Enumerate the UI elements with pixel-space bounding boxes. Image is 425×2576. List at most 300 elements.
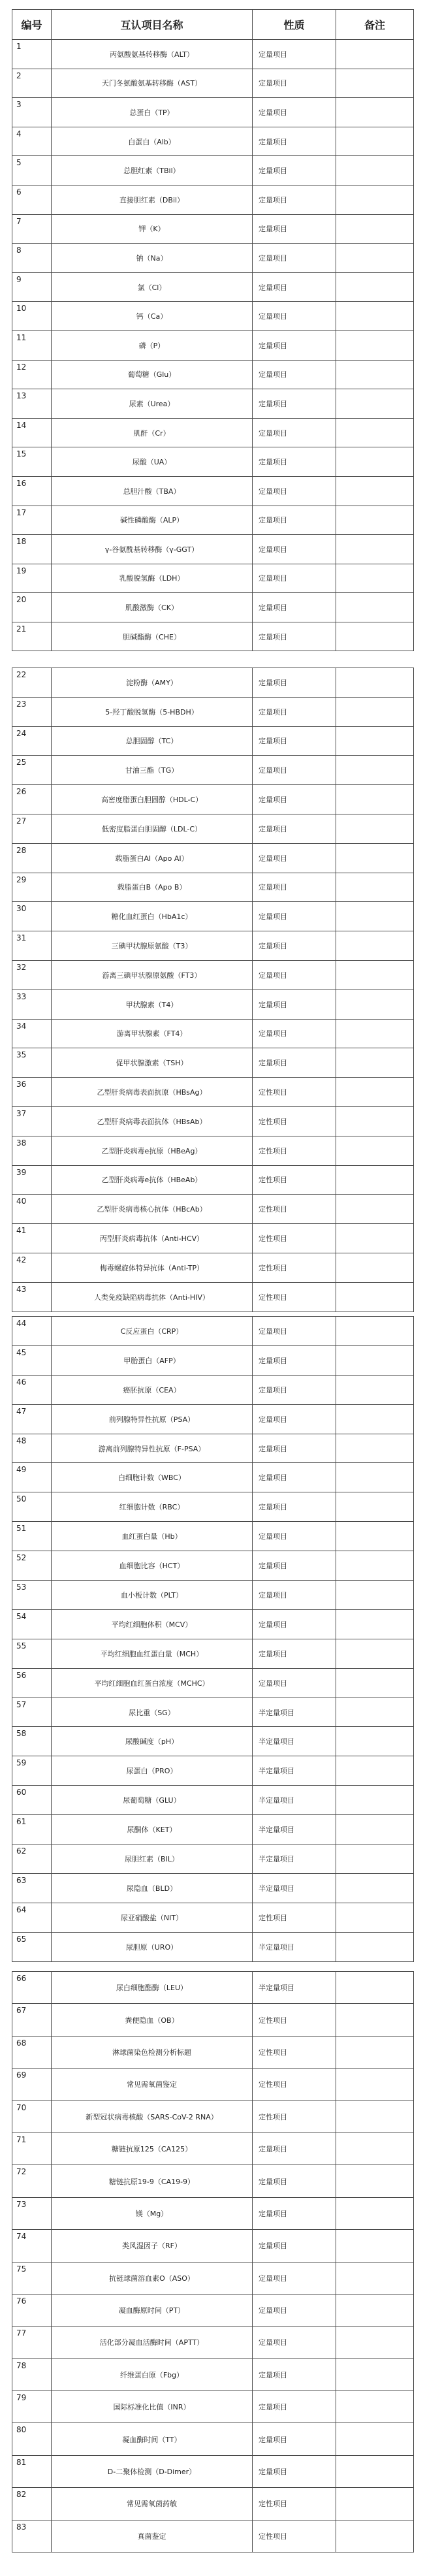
row-item-name: 常见需氧菌鉴定 bbox=[52, 2069, 253, 2101]
row-number: 76 bbox=[12, 2294, 52, 2326]
row-nature: 定性项目 bbox=[253, 1136, 336, 1165]
row-remark bbox=[336, 360, 414, 389]
row-nature: 定量项目 bbox=[253, 418, 336, 447]
row-item-name: 磷（P） bbox=[52, 330, 253, 360]
row-remark bbox=[336, 814, 414, 843]
row-item-name: 乙型肝炎病毒e抗原（HBeAg） bbox=[52, 1136, 253, 1165]
row-nature: 半定量项目 bbox=[253, 1932, 336, 1961]
table-row bbox=[12, 2262, 414, 2294]
row-item-name: 甲胎蛋白（AFP） bbox=[52, 1345, 253, 1375]
table-row bbox=[12, 843, 414, 873]
row-number: 19 bbox=[12, 564, 52, 593]
row-remark bbox=[336, 2069, 414, 2101]
row-nature: 定量项目 bbox=[253, 2423, 336, 2455]
row-item-name: 尿白细胞酯酶（LEU） bbox=[52, 1972, 253, 2004]
row-nature: 定量项目 bbox=[253, 873, 336, 902]
row-number: 3 bbox=[12, 98, 52, 127]
row-nature: 定量项目 bbox=[253, 2326, 336, 2359]
row-remark bbox=[336, 2165, 414, 2197]
table-row bbox=[12, 668, 414, 698]
row-item-name: 总胆汁酸（TBA） bbox=[52, 476, 253, 506]
row-number: 18 bbox=[12, 535, 52, 564]
row-number: 24 bbox=[12, 726, 52, 756]
row-nature: 定量项目 bbox=[253, 2197, 336, 2229]
nature-header: 性质 bbox=[253, 10, 336, 40]
item-name-header: 互认项目名称 bbox=[52, 10, 253, 40]
row-number: 32 bbox=[12, 960, 52, 990]
row-remark bbox=[336, 476, 414, 506]
row-remark bbox=[336, 1844, 414, 1874]
table-row bbox=[12, 535, 414, 564]
row-number: 39 bbox=[12, 1165, 52, 1195]
row-remark bbox=[336, 1106, 414, 1136]
row-number: 31 bbox=[12, 931, 52, 961]
row-number: 37 bbox=[12, 1106, 52, 1136]
row-remark bbox=[336, 2262, 414, 2294]
row-item-name: γ-谷氨酰基转移酶（γ-GGT） bbox=[52, 535, 253, 564]
table-row bbox=[12, 1165, 414, 1195]
row-number: 64 bbox=[12, 1903, 52, 1932]
table-row bbox=[12, 697, 414, 726]
row-nature: 定量项目 bbox=[253, 1404, 336, 1434]
table-row bbox=[12, 726, 414, 756]
row-item-name: 类风湿因子（RF） bbox=[52, 2230, 253, 2262]
table-row bbox=[12, 2230, 414, 2262]
row-remark bbox=[336, 931, 414, 961]
row-nature: 定量项目 bbox=[253, 1551, 336, 1581]
row-item-name: C反应蛋白（CRP） bbox=[52, 1317, 253, 1346]
table-row bbox=[12, 2036, 414, 2068]
row-number: 60 bbox=[12, 1786, 52, 1815]
row-remark bbox=[336, 1463, 414, 1492]
row-remark bbox=[336, 756, 414, 785]
row-remark bbox=[336, 2036, 414, 2068]
row-nature: 定量项目 bbox=[253, 564, 336, 593]
row-remark bbox=[336, 156, 414, 185]
table-row bbox=[12, 1019, 414, 1048]
table-row bbox=[12, 1282, 414, 1312]
row-nature: 定性项目 bbox=[253, 1282, 336, 1312]
row-nature: 定性项目 bbox=[253, 2004, 336, 2036]
table-row bbox=[12, 1972, 414, 2004]
table-row bbox=[12, 2359, 414, 2391]
row-remark bbox=[336, 1317, 414, 1346]
table-row bbox=[12, 214, 414, 244]
row-item-name: 肌酸激酶（CK） bbox=[52, 593, 253, 622]
row-item-name: 胆碱酯酶（CHE） bbox=[52, 622, 253, 651]
row-remark bbox=[336, 535, 414, 564]
row-nature: 定量项目 bbox=[253, 960, 336, 990]
row-number: 10 bbox=[12, 302, 52, 331]
items-table-section-3 bbox=[12, 1316, 414, 1962]
row-nature: 定量项目 bbox=[253, 447, 336, 477]
row-remark bbox=[336, 1873, 414, 1903]
row-nature: 定量项目 bbox=[253, 2133, 336, 2165]
row-number: 51 bbox=[12, 1522, 52, 1551]
table-row bbox=[12, 1581, 414, 1610]
row-nature: 定量项目 bbox=[253, 1492, 336, 1522]
row-nature: 定性项目 bbox=[253, 2069, 336, 2101]
row-item-name: 游离三碘甲状腺原氨酸（FT3） bbox=[52, 960, 253, 990]
row-nature: 定性项目 bbox=[253, 1903, 336, 1932]
row-item-name: 总胆固醇（TC） bbox=[52, 726, 253, 756]
table-row bbox=[12, 127, 414, 156]
row-remark bbox=[336, 1668, 414, 1698]
row-remark bbox=[336, 2230, 414, 2262]
row-item-name: 乳酸脱氢酶（LDH） bbox=[52, 564, 253, 593]
row-item-name: 粪便隐血（OB） bbox=[52, 2004, 253, 2036]
row-item-name: 氯（Cl） bbox=[52, 272, 253, 302]
table-row bbox=[12, 2326, 414, 2359]
row-item-name: 甲状腺素（T4） bbox=[52, 990, 253, 1019]
row-number: 71 bbox=[12, 2133, 52, 2165]
row-number: 43 bbox=[12, 1282, 52, 1312]
row-nature: 定量项目 bbox=[253, 990, 336, 1019]
row-number: 42 bbox=[12, 1253, 52, 1282]
row-remark bbox=[336, 2455, 414, 2487]
table-row bbox=[12, 1048, 414, 1078]
row-item-name: 总胆红素（TBil） bbox=[52, 156, 253, 185]
row-nature: 定量项目 bbox=[253, 360, 336, 389]
row-item-name: 血小板计数（PLT） bbox=[52, 1581, 253, 1610]
row-nature: 定性项目 bbox=[253, 1106, 336, 1136]
table-row bbox=[12, 1932, 414, 1961]
row-item-name: 抗链球菌溶血素O（ASO） bbox=[52, 2262, 253, 2294]
row-nature: 定量项目 bbox=[253, 535, 336, 564]
row-item-name: 总蛋白（TP） bbox=[52, 98, 253, 127]
row-remark bbox=[336, 1019, 414, 1048]
table-row bbox=[12, 330, 414, 360]
row-nature: 半定量项目 bbox=[253, 1698, 336, 1727]
table-row bbox=[12, 244, 414, 273]
row-number: 16 bbox=[12, 476, 52, 506]
remark-header: 备注 bbox=[336, 10, 414, 40]
row-item-name: 尿蛋白（PRO） bbox=[52, 1756, 253, 1786]
table-row bbox=[12, 1492, 414, 1522]
row-item-name: 钾（K） bbox=[52, 214, 253, 244]
row-number: 2 bbox=[12, 69, 52, 98]
row-remark bbox=[336, 1756, 414, 1786]
row-remark bbox=[336, 1282, 414, 1312]
row-item-name: 乙型肝炎病毒e抗体（HBeAb） bbox=[52, 1165, 253, 1195]
row-item-name: 直接胆红素（DBil） bbox=[52, 185, 253, 214]
row-nature: 定量项目 bbox=[253, 814, 336, 843]
row-item-name: 常见需氧菌药敏 bbox=[52, 2488, 253, 2520]
row-number: 83 bbox=[12, 2520, 52, 2552]
row-number: 57 bbox=[12, 1698, 52, 1727]
row-remark bbox=[336, 726, 414, 756]
row-nature: 定量项目 bbox=[253, 1345, 336, 1375]
table-row bbox=[12, 1224, 414, 1253]
table-row bbox=[12, 960, 414, 990]
row-number: 17 bbox=[12, 506, 52, 535]
row-nature: 定量项目 bbox=[253, 2165, 336, 2197]
row-item-name: 尿亚硝酸盐（NIT） bbox=[52, 1903, 253, 1932]
table-row bbox=[12, 2455, 414, 2487]
row-number: 26 bbox=[12, 785, 52, 814]
row-remark bbox=[336, 1195, 414, 1224]
row-remark bbox=[336, 593, 414, 622]
row-nature: 定量项目 bbox=[253, 1609, 336, 1639]
table-row bbox=[12, 156, 414, 185]
row-number: 20 bbox=[12, 593, 52, 622]
table-row bbox=[12, 98, 414, 127]
table-row bbox=[12, 2423, 414, 2455]
row-number: 65 bbox=[12, 1932, 52, 1961]
row-remark bbox=[336, 1727, 414, 1756]
row-nature: 定量项目 bbox=[253, 697, 336, 726]
row-number: 6 bbox=[12, 185, 52, 214]
row-item-name: 乙型肝炎病毒表面抗原（HBsAg） bbox=[52, 1078, 253, 1107]
row-number: 54 bbox=[12, 1609, 52, 1639]
row-item-name: 尿酸碱度（pH） bbox=[52, 1727, 253, 1756]
row-nature: 定量项目 bbox=[253, 622, 336, 651]
table-row bbox=[12, 622, 414, 651]
row-nature: 半定量项目 bbox=[253, 1844, 336, 1874]
row-nature: 半定量项目 bbox=[253, 1873, 336, 1903]
row-remark bbox=[336, 2488, 414, 2520]
row-remark bbox=[336, 1404, 414, 1434]
row-item-name: 新型冠状病毒核酸（SARS-CoV-2 RNA） bbox=[52, 2101, 253, 2133]
row-remark bbox=[336, 1698, 414, 1727]
row-remark bbox=[336, 244, 414, 273]
table-row bbox=[12, 2197, 414, 2229]
row-item-name: 血红蛋白量（Hb） bbox=[52, 1522, 253, 1551]
row-number: 15 bbox=[12, 447, 52, 477]
row-remark bbox=[336, 2294, 414, 2326]
row-remark bbox=[336, 447, 414, 477]
row-nature: 定量项目 bbox=[253, 2455, 336, 2487]
row-item-name: 尿比重（SG） bbox=[52, 1698, 253, 1727]
row-item-name: 三碘甲状腺原氨酸（T3） bbox=[52, 931, 253, 961]
row-remark bbox=[336, 69, 414, 98]
row-remark bbox=[336, 1165, 414, 1195]
row-item-name: 钠（Na） bbox=[52, 244, 253, 273]
row-remark bbox=[336, 2197, 414, 2229]
table-row bbox=[12, 1345, 414, 1375]
row-item-name: 尿素（Urea） bbox=[52, 389, 253, 419]
row-number: 27 bbox=[12, 814, 52, 843]
table-row bbox=[12, 389, 414, 419]
row-number: 12 bbox=[12, 360, 52, 389]
row-remark bbox=[336, 1078, 414, 1107]
row-item-name: 尿酮体（KET） bbox=[52, 1815, 253, 1844]
row-nature: 定量项目 bbox=[253, 389, 336, 419]
row-remark bbox=[336, 1345, 414, 1375]
row-number: 28 bbox=[12, 843, 52, 873]
row-number: 30 bbox=[12, 902, 52, 931]
row-item-name: 丙型肝炎病毒抗体（Anti-HCV） bbox=[52, 1224, 253, 1253]
row-number: 49 bbox=[12, 1463, 52, 1492]
table-row bbox=[12, 1522, 414, 1551]
table-row bbox=[12, 1815, 414, 1844]
row-number: 55 bbox=[12, 1639, 52, 1668]
table-row bbox=[12, 756, 414, 785]
table-row bbox=[12, 1639, 414, 1668]
table-row bbox=[12, 506, 414, 535]
table-row bbox=[12, 2101, 414, 2133]
table-row bbox=[12, 447, 414, 477]
row-number: 33 bbox=[12, 990, 52, 1019]
row-nature: 定量项目 bbox=[253, 902, 336, 931]
row-remark bbox=[336, 990, 414, 1019]
table-row bbox=[12, 931, 414, 961]
row-remark bbox=[336, 2423, 414, 2455]
row-item-name: 甘油三酯（TG） bbox=[52, 756, 253, 785]
row-remark bbox=[336, 389, 414, 419]
table-row bbox=[12, 360, 414, 389]
items-table-section-2 bbox=[12, 668, 414, 1312]
row-nature: 定性项目 bbox=[253, 2520, 336, 2552]
row-item-name: 高密度脂蛋白胆固醇（HDL-C） bbox=[52, 785, 253, 814]
row-remark bbox=[336, 1786, 414, 1815]
table-row bbox=[12, 1727, 414, 1756]
row-number: 36 bbox=[12, 1078, 52, 1107]
row-item-name: 凝血酶原时间（PT） bbox=[52, 2294, 253, 2326]
row-item-name: 钙（Ca） bbox=[52, 302, 253, 331]
row-number: 80 bbox=[12, 2423, 52, 2455]
row-item-name: 凝血酶时间（TT） bbox=[52, 2423, 253, 2455]
row-remark bbox=[336, 302, 414, 331]
row-nature: 半定量项目 bbox=[253, 1786, 336, 1815]
table-row bbox=[12, 1253, 414, 1282]
row-number: 72 bbox=[12, 2165, 52, 2197]
row-number: 70 bbox=[12, 2101, 52, 2133]
row-nature: 半定量项目 bbox=[253, 1756, 336, 1786]
row-item-name: 白蛋白（Alb） bbox=[52, 127, 253, 156]
row-nature: 定量项目 bbox=[253, 302, 336, 331]
table-row bbox=[12, 1317, 414, 1346]
row-remark bbox=[336, 272, 414, 302]
table-row bbox=[12, 418, 414, 447]
row-remark bbox=[336, 418, 414, 447]
row-number: 38 bbox=[12, 1136, 52, 1165]
row-item-name: 尿胆红素（BIL） bbox=[52, 1844, 253, 1874]
row-nature: 定性项目 bbox=[253, 1224, 336, 1253]
row-nature: 定量项目 bbox=[253, 593, 336, 622]
row-item-name: 尿胆原（URO） bbox=[52, 1932, 253, 1961]
row-nature: 定量项目 bbox=[253, 1317, 336, 1346]
table-row bbox=[12, 1756, 414, 1786]
row-remark bbox=[336, 127, 414, 156]
row-number: 5 bbox=[12, 156, 52, 185]
row-remark bbox=[336, 330, 414, 360]
row-nature: 定量项目 bbox=[253, 40, 336, 69]
table-row bbox=[12, 564, 414, 593]
row-nature: 定量项目 bbox=[253, 843, 336, 873]
items-table-section-1 bbox=[12, 9, 414, 651]
row-number: 77 bbox=[12, 2326, 52, 2359]
row-nature: 定性项目 bbox=[253, 2101, 336, 2133]
row-nature: 定量项目 bbox=[253, 127, 336, 156]
table-row bbox=[12, 2391, 414, 2423]
row-nature: 定量项目 bbox=[253, 1048, 336, 1078]
row-nature: 半定量项目 bbox=[253, 1815, 336, 1844]
table-row bbox=[12, 40, 414, 69]
row-number: 40 bbox=[12, 1195, 52, 1224]
table-row bbox=[12, 1434, 414, 1463]
table-row bbox=[12, 476, 414, 506]
row-nature: 定量项目 bbox=[253, 98, 336, 127]
row-nature: 定量项目 bbox=[253, 2294, 336, 2326]
row-nature: 定量项目 bbox=[253, 1668, 336, 1698]
row-remark bbox=[336, 1375, 414, 1404]
row-item-name: 镁（Mg） bbox=[52, 2197, 253, 2229]
table-row bbox=[12, 2133, 414, 2165]
row-remark bbox=[336, 2391, 414, 2423]
table-row bbox=[12, 902, 414, 931]
row-number: 7 bbox=[12, 214, 52, 244]
row-item-name: 糖化血红蛋白（HbA1c） bbox=[52, 902, 253, 931]
row-nature: 定量项目 bbox=[253, 668, 336, 698]
table-row bbox=[12, 2004, 414, 2036]
row-nature: 定量项目 bbox=[253, 756, 336, 785]
row-number: 52 bbox=[12, 1551, 52, 1581]
table-row bbox=[12, 1844, 414, 1874]
table-row bbox=[12, 814, 414, 843]
row-number: 44 bbox=[12, 1317, 52, 1346]
row-remark bbox=[336, 2326, 414, 2359]
row-item-name: 糖链抗原125（CA125） bbox=[52, 2133, 253, 2165]
row-nature: 定量项目 bbox=[253, 214, 336, 244]
row-nature: 定量项目 bbox=[253, 931, 336, 961]
row-item-name: 葡萄糖（Glu） bbox=[52, 360, 253, 389]
row-remark bbox=[336, 960, 414, 990]
row-number: 8 bbox=[12, 244, 52, 273]
table-row bbox=[12, 2488, 414, 2520]
row-number: 68 bbox=[12, 2036, 52, 2068]
row-remark bbox=[336, 1932, 414, 1961]
row-nature: 定量项目 bbox=[253, 2230, 336, 2262]
table-row bbox=[12, 785, 414, 814]
row-nature: 半定量项目 bbox=[253, 1727, 336, 1756]
row-number: 78 bbox=[12, 2359, 52, 2391]
row-remark bbox=[336, 1253, 414, 1282]
row-remark bbox=[336, 2004, 414, 2036]
row-number: 75 bbox=[12, 2262, 52, 2294]
row-remark bbox=[336, 785, 414, 814]
row-number: 34 bbox=[12, 1019, 52, 1048]
row-nature: 定性项目 bbox=[253, 2036, 336, 2068]
row-number: 67 bbox=[12, 2004, 52, 2036]
row-item-name: 碱性磷酸酶（ALP） bbox=[52, 506, 253, 535]
row-nature: 定量项目 bbox=[253, 726, 336, 756]
row-remark bbox=[336, 2133, 414, 2165]
row-item-name: 尿酸（UA） bbox=[52, 447, 253, 477]
row-remark bbox=[336, 1492, 414, 1522]
row-remark bbox=[336, 564, 414, 593]
row-nature: 定性项目 bbox=[253, 1253, 336, 1282]
row-nature: 定性项目 bbox=[253, 1165, 336, 1195]
table-row bbox=[12, 990, 414, 1019]
row-nature: 定量项目 bbox=[253, 506, 336, 535]
table-row bbox=[12, 1106, 414, 1136]
row-number: 61 bbox=[12, 1815, 52, 1844]
row-item-name: 载脂蛋白B（Apo B） bbox=[52, 873, 253, 902]
row-nature: 半定量项目 bbox=[253, 1972, 336, 2004]
row-nature: 定量项目 bbox=[253, 2391, 336, 2423]
table-row bbox=[12, 302, 414, 331]
row-item-name: 前列腺特异性抗原（PSA） bbox=[52, 1404, 253, 1434]
row-remark bbox=[336, 40, 414, 69]
row-nature: 定性项目 bbox=[253, 2488, 336, 2520]
row-item-name: 游离甲状腺素（FT4） bbox=[52, 1019, 253, 1048]
row-item-name: 红细胞计数（RBC） bbox=[52, 1492, 253, 1522]
row-number: 48 bbox=[12, 1434, 52, 1463]
row-nature: 定量项目 bbox=[253, 2262, 336, 2294]
row-nature: 定量项目 bbox=[253, 1522, 336, 1551]
row-remark bbox=[336, 1522, 414, 1551]
